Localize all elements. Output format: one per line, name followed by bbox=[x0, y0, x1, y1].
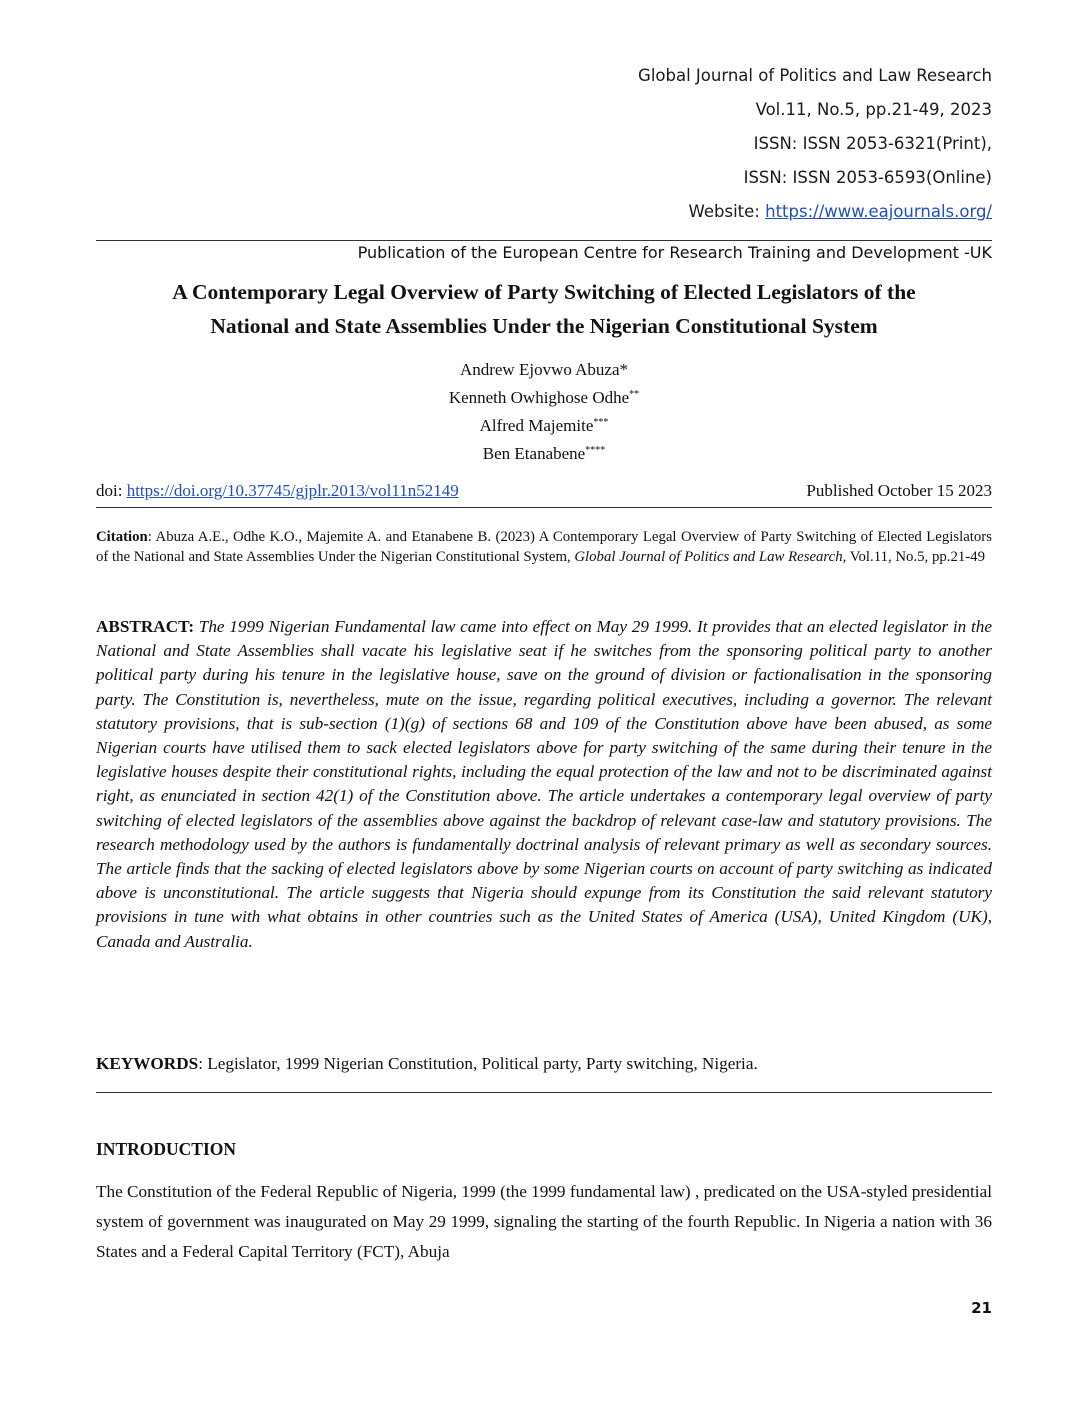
citation-label: Citation bbox=[96, 529, 148, 545]
published-date: Published October 15 2023 bbox=[806, 481, 992, 500]
doi-label: doi: bbox=[96, 481, 127, 500]
author: Andrew Ejovwo Abuza* bbox=[459, 360, 629, 379]
journal-header bbox=[292, 62, 992, 232]
keywords-divider bbox=[96, 1092, 992, 1093]
doi-divider bbox=[96, 507, 992, 508]
author: Kenneth Owhighose Odhe** bbox=[448, 388, 640, 407]
intro-paragraph: The Constitution of the Federal Republic of Nigeria, 1999 (the 1999 fundamental law) , predicated on the USA-styled presidential system of government was inaugurated on May 29 1999, signaling the starting of the fourth Republic. In Nigeria a nation with 36 States and a Federal Capital Territory (FCT), Abuja bbox=[96, 1182, 992, 1261]
website-link[interactable]: https://www.eajournals.org/ bbox=[765, 202, 992, 221]
journal-name: Global Journal of Politics and Law Research bbox=[638, 66, 992, 85]
citation: Citation: Abuza A.E., Odhe K.O., Majemite A. and Etanabene B. (2023) A Contemporary Legal Overview of Party Switching of Elected Legislators of the National and State Assemblies Under the Nigerian Constitutional System, Global Journal of Politics and Law Research, Vol.11, No.5, pp.21-49 bbox=[96, 529, 992, 565]
keywords bbox=[96, 1051, 992, 1077]
abstract-label: ABSTRACT: bbox=[96, 617, 195, 636]
title-line-1: A Contemporary Legal Overview of Party Switching of Elected Legislators of the bbox=[172, 280, 916, 304]
section-heading: INTRODUCTION bbox=[96, 1139, 237, 1159]
publisher-line: Publication of the European Centre for Research Training and Development -UK bbox=[357, 243, 992, 262]
author: Ben Etanabene**** bbox=[482, 444, 606, 463]
keywords-label: KEYWORDS bbox=[96, 1054, 199, 1073]
title-line-2: National and State Assemblies Under the Nigerian Constitutional System bbox=[210, 314, 878, 338]
author: Alfred Majemite*** bbox=[479, 416, 609, 435]
abstract bbox=[96, 615, 992, 954]
issn-print: ISSN: ISSN 2053-6321(Print), bbox=[753, 134, 992, 153]
doi-line bbox=[96, 478, 992, 504]
issn-online: ISSN: ISSN 2053-6593(Online) bbox=[743, 168, 992, 187]
abstract-text: The 1999 Nigerian Fundamental law came into effect on May 29 1999. It provides that an elected legislator in the National and State Assemblies shall vacate his legislative seat if he switches from the sponsoring political party to another political party during his tenure in the legislative house, save on the ground of division or factionalisation in the sponsoring party. The Constitution is, nevertheless, mute on the issue, regarding political executives, including a governor. The relevant statutory provisions, that is sub-section (1)(g) of sections 68 and 109 of the Constitution above have been abused, as some Nigerian courts have utilised them to sack elected legislators above for party switching of the same during their tenure in the legislative houses despite their constitutional rights, including the equal protection of the law and not to be discriminated against right, as enunciated in section 42(1) of the Constitution above. The article undertakes a contemporary legal overview of party switching of elected legislators of the assemblies above against the backdrop of relevant case-law and statutory provisions. The research methodology used by the authors is fundamentally doctrinal analysis of relevant primary as well as secondary sources. The article finds that the sacking of elected legislators above by some Nigerian courts on account of party switching as indicated above is unconstitutional. The article suggests that Nigeria should expunge from its Constitution the said relevant statutory provisions in tune with what obtains in other countries such as the United States of America (USA), United Kingdom (UK), Canada and Australia. bbox=[96, 617, 993, 951]
citation-journal: Global Journal of Politics and Law Research bbox=[574, 549, 843, 565]
website-label: Website: bbox=[688, 202, 766, 221]
paper-title bbox=[96, 275, 992, 343]
keywords-text: : Legislator, 1999 Nigerian Constitution, Political party, Party switching, Nigeria. bbox=[198, 1054, 758, 1073]
website-line bbox=[292, 198, 992, 232]
doi-link[interactable]: https://doi.org/10.37745/gjplr.2013/vol11n52149 bbox=[126, 481, 459, 500]
volume-info: Vol.11, No.5, pp.21-49, 2023 bbox=[755, 100, 992, 119]
page-number: 21 bbox=[971, 1299, 992, 1317]
author-list bbox=[96, 354, 992, 466]
